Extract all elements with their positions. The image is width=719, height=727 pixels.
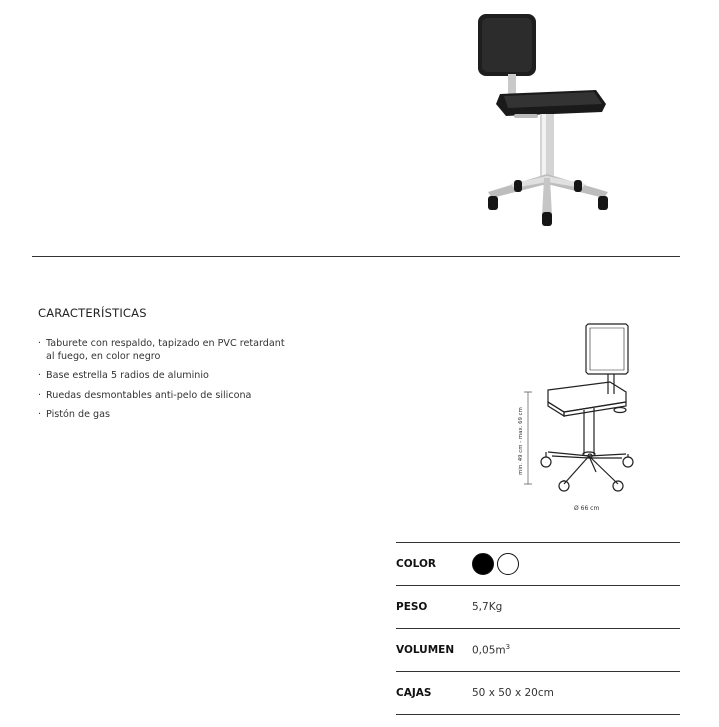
cajas-label: CAJAS (396, 687, 432, 699)
feature-item: · Taburete con respaldo, tapizado en PVC retardant al fuego, en color negro (38, 338, 285, 362)
black-swatch (472, 553, 494, 575)
feature-item: · Base estrella 5 radios de aluminio (38, 370, 209, 381)
section-divider (32, 256, 680, 257)
features-list (38, 338, 296, 429)
spec-row-peso (396, 585, 680, 628)
features-title: CARACTERÍSTICAS (38, 306, 147, 320)
product-photo (470, 8, 620, 230)
peso-label: PESO (396, 601, 428, 613)
color-label: COLOR (396, 558, 436, 570)
diameter-dimension-label: Ø 66 cm (574, 505, 600, 512)
spec-row-cajas (396, 671, 680, 715)
peso-value: 5,7Kg (472, 601, 503, 613)
feature-item: · Ruedas desmontables anti-pelo de silicona (38, 389, 252, 401)
color-swatches (472, 553, 522, 575)
white-swatch (497, 553, 519, 575)
cajas-value: 50 x 50 x 20cm (472, 687, 554, 699)
height-dimension-label: min. 49 cm - max. 69 cm (518, 407, 524, 475)
spec-table (396, 542, 680, 715)
volumen-label: VOLUMEN (396, 644, 455, 656)
spec-row-color (396, 542, 680, 585)
feature-item: · Pistón de gas (38, 409, 111, 420)
volumen-value: $0,05m^3$ (472, 643, 511, 657)
spec-row-volumen (396, 628, 680, 671)
